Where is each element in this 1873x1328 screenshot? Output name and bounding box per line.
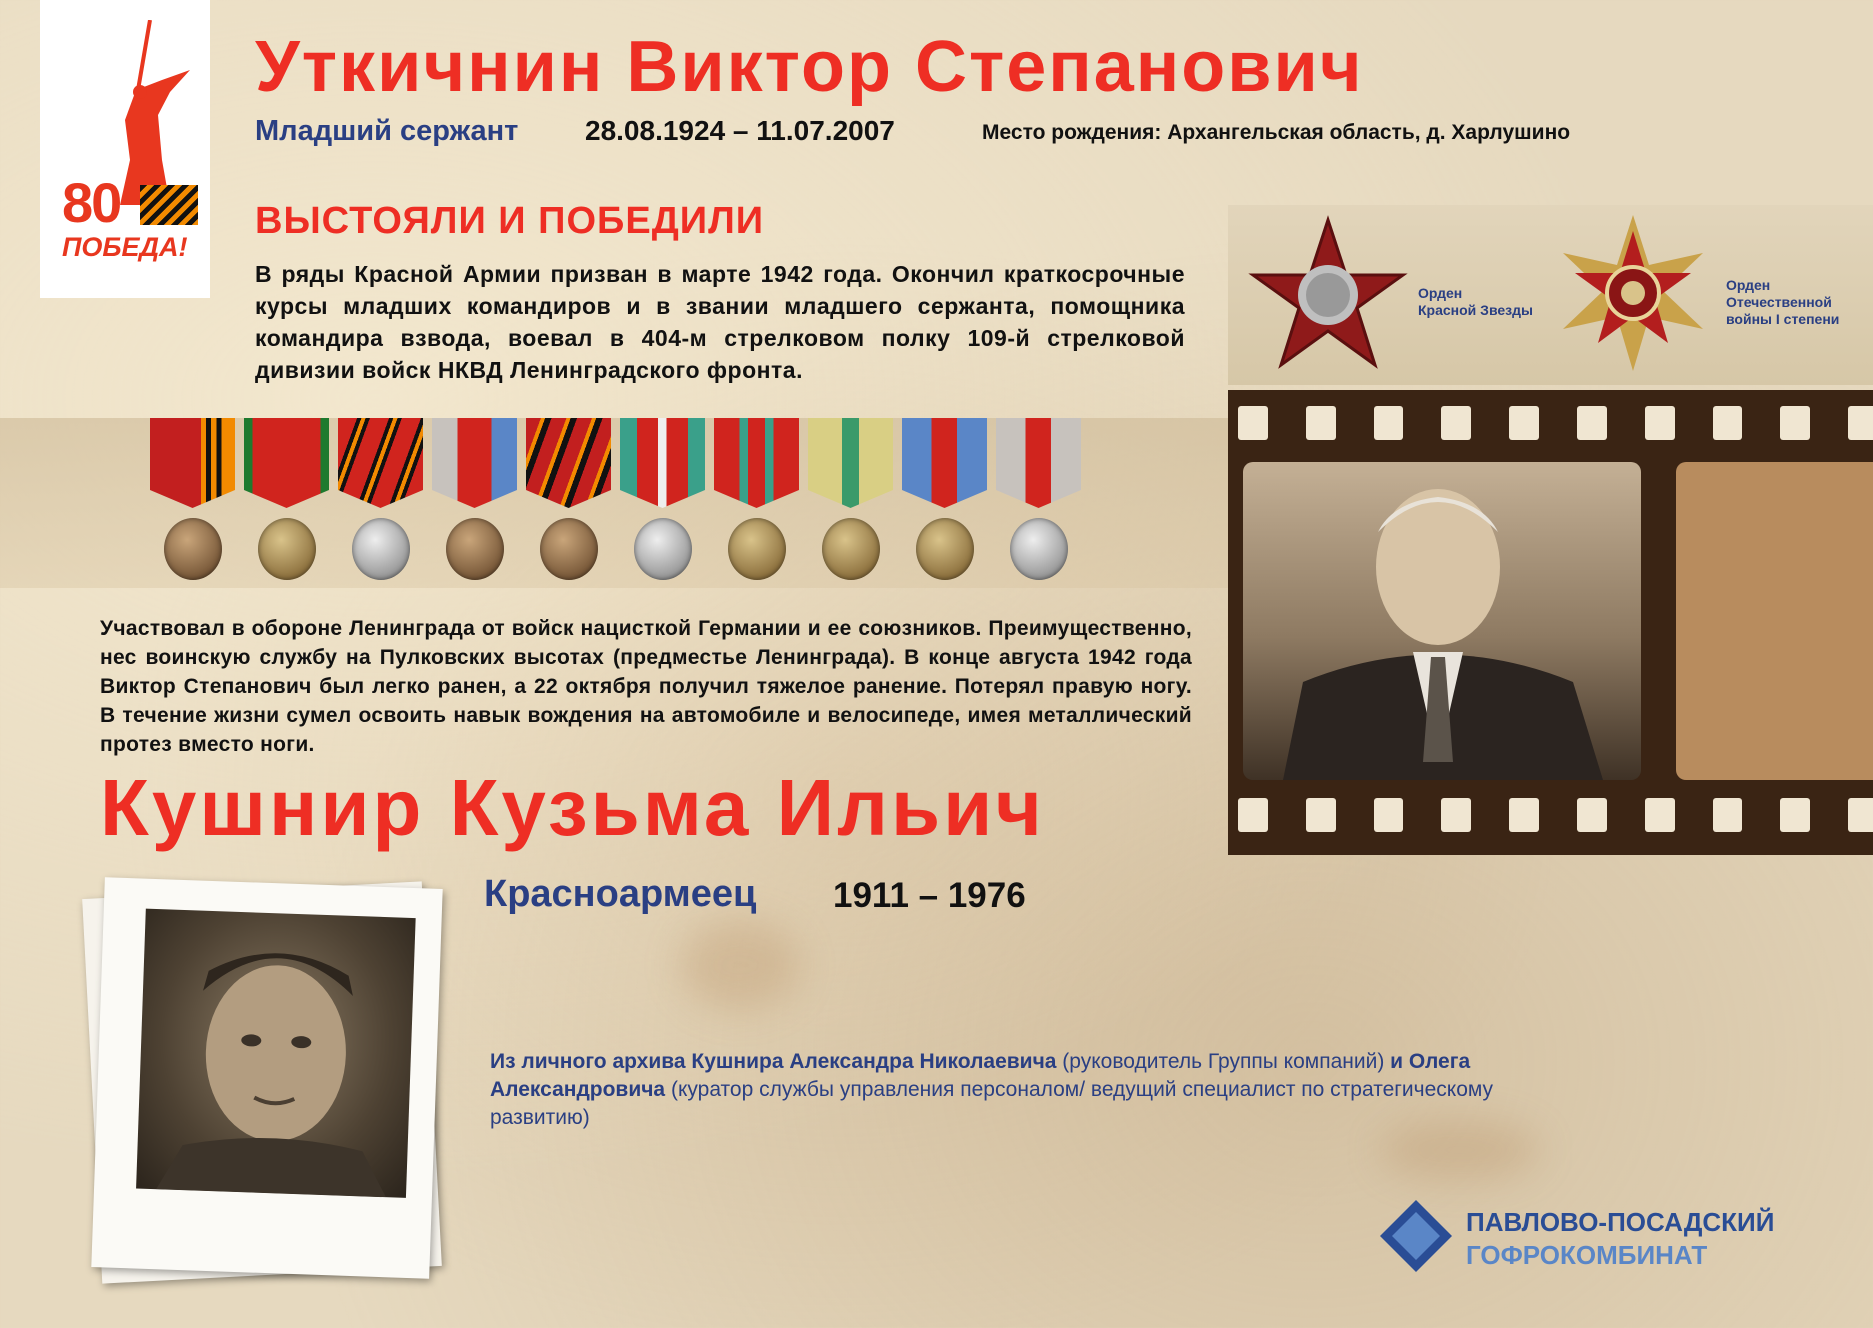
person2-rank: Красноармеец xyxy=(484,873,757,915)
person1-birthplace: Место рождения: Архангельская область, д. Харлушино xyxy=(982,121,1571,144)
person1-name: Уткичнин Виктор Степанович xyxy=(255,27,1364,107)
red-star-order-icon xyxy=(1248,215,1408,375)
film-holes-bottom xyxy=(1238,798,1873,836)
patriotic-war-order-icon xyxy=(1553,213,1713,373)
medal-1 xyxy=(150,418,235,588)
medals-row xyxy=(150,418,1100,588)
medal-3 xyxy=(338,418,423,588)
medal-8 xyxy=(808,418,893,588)
archive-bold-2: и Олега Александровича xyxy=(490,1050,1471,1101)
person1-photo xyxy=(1243,462,1641,780)
medal-5 xyxy=(526,418,611,588)
person1-bio-1: В ряды Красной Армии призван в марте 1942 года. Окончил краткосрочные курсы младших командиров и в звании младшего сержанта, помощника командира взвода, воевал в 404-м стрелковом полку 109-й стрелковой дивизии войск НКВД Ленинградского фронта. xyxy=(255,261,1185,383)
person2-photo xyxy=(136,909,416,1198)
company-logo xyxy=(1378,1198,1775,1279)
award-1-label: Орден Красной Звезды xyxy=(1418,285,1533,318)
archive-normal-2: (куратор службы управления персоналом/ ведущий специалист по стратегическому развитию) xyxy=(490,1078,1494,1129)
company-name: ПАВЛОВО-ПОСАДСКИЙ ГОФРОКОМБИНАТ xyxy=(1466,1207,1775,1270)
medal-6 xyxy=(620,418,705,588)
person1-dates: 28.08.1924 – 11.07.2007 xyxy=(585,115,895,146)
diamond-logo-icon xyxy=(1378,1198,1454,1274)
medal-4 xyxy=(432,418,517,588)
film-strip xyxy=(1228,390,1873,855)
empty-film-frame xyxy=(1676,462,1873,780)
award-2-label: Орден Отечественной войны I степени xyxy=(1726,277,1840,327)
medal-10 xyxy=(996,418,1081,588)
st-george-ribbon xyxy=(140,185,198,225)
person2-name: Кушнир Кузьма Ильич xyxy=(100,763,1045,852)
archive-credit xyxy=(490,1048,1500,1132)
orders-panel xyxy=(1228,205,1873,385)
section-heading: ВЫСТОЯЛИ И ПОБЕДИЛИ xyxy=(255,200,765,242)
victory-80-logo xyxy=(40,0,210,298)
film-holes-top xyxy=(1238,406,1873,444)
person2-photo-frame xyxy=(92,878,437,1280)
person2-dates: 1911 – 1976 xyxy=(833,876,1026,915)
person1-bio-2: Участвовал в обороне Ленинграда от войск нацисткой Германии и ее союзников. Преимущественно, нес воинскую службу на Пулковских высотах (предместье Ленинграда). В конце августа 1942 года Виктор Степанович был легко ранен, а 22 октября получил тяжелое ранение. Потерял правую ногу. В течение жизни сумел освоить навык вождения на автомобиле и велосипеде, имея металлический протез вместо ноги. xyxy=(100,617,1192,756)
medal-7 xyxy=(714,418,799,588)
medal-2 xyxy=(244,418,329,588)
person1-rank: Младший сержант xyxy=(255,115,519,147)
logo-80: 80 xyxy=(62,171,121,234)
archive-bold-1: Из личного архива Кушнира Александра Николаевича xyxy=(490,1050,1057,1073)
logo-pobeda: ПОБЕДА! xyxy=(62,232,188,262)
archive-normal-1: (руководитель Группы компаний) xyxy=(1056,1050,1391,1073)
medal-9 xyxy=(902,418,987,588)
